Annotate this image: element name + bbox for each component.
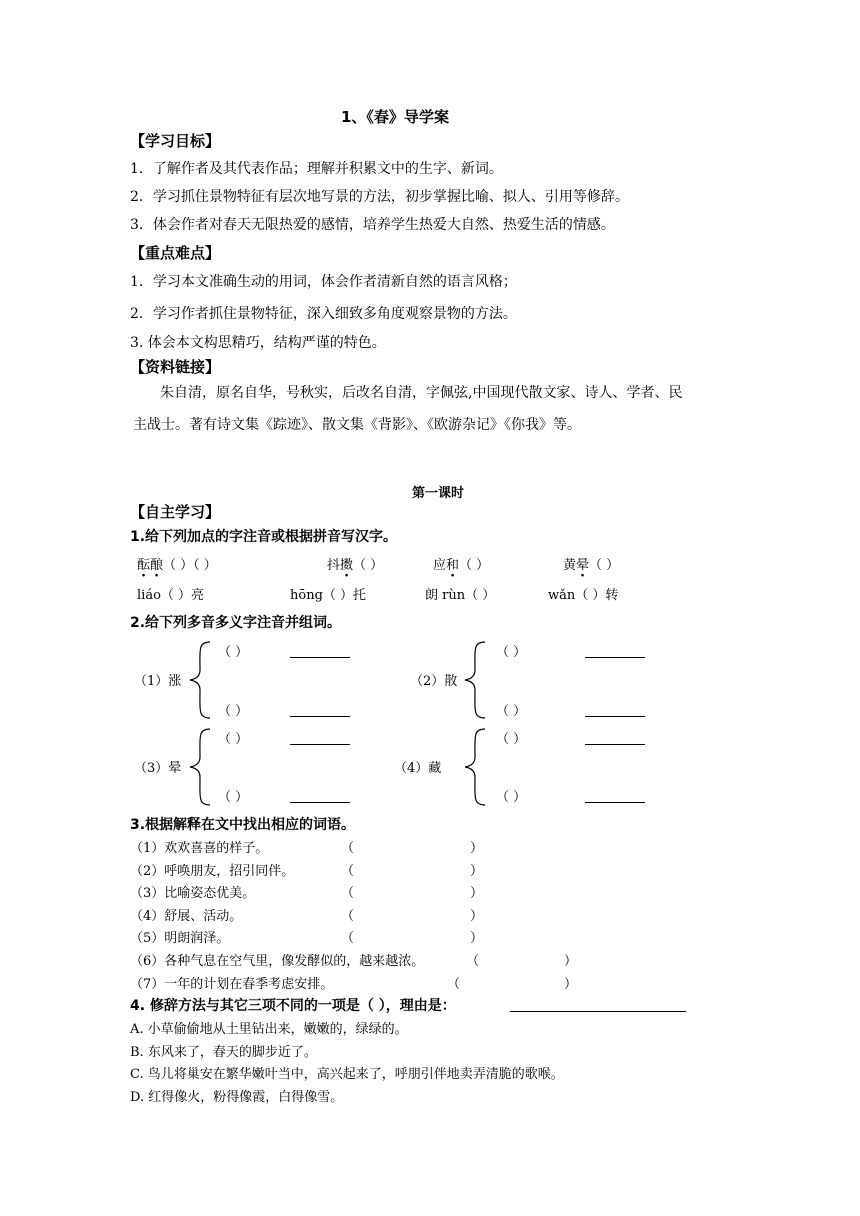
pinyin-blank: （ ） [218,704,249,719]
pinyin-word: 应和（ ） [433,558,490,573]
polyphone-char: （1）涨 [134,674,182,689]
pinyin-blank: （ ） [218,645,249,660]
pinyin-word: hōng（ ）托 [290,588,367,603]
answer-paren-close: ） [470,864,484,879]
answer-paren-open: （ [466,954,480,969]
definition-item: （2）呼唤朋友，招引同伴。 [130,864,295,879]
answer-blank [290,728,350,745]
answer-blank [585,641,645,658]
polyphone-char: （2）散 [410,674,458,689]
brace-icon [463,640,487,720]
page-title: 1、《春》导学案 [341,108,449,126]
definition-item: （1）欢欢喜喜的样子。 [130,841,269,856]
pinyin-blank: （ ） [218,790,249,805]
question-1-title: 1.给下列加点的字注音或根据拼音写汉字。 [130,529,398,545]
keypoint-item: 2．学习作者抓住景物特征，深入细致多角度观察景物的方法。 [130,306,517,322]
pinyin-word: 朗 rùn（ ） [425,588,496,603]
pinyin-word: 抖擞（ ） [327,558,384,573]
answer-blank [510,995,686,1012]
option-d: D. 红得像火，粉得像霞，白得像雪。 [130,1090,344,1105]
resources-text: 朱自清，原名自华，号秋实，后改名自清，字佩弦,中国现代散文家、诗人、学者、民 [160,385,683,401]
answer-blank [290,786,350,803]
self-study-header: 【自主学习】 [130,503,221,521]
definition-item: （6）各种气息在空气里，像发酵似的，越来越浓。 [130,954,425,969]
answer-paren-open: （ [341,931,355,946]
keypoint-item: 1．学习本文准确生动的用词，体会作者清新自然的语言风格； [130,274,517,290]
answer-paren-open: （ [341,909,355,924]
answer-paren-close: ） [564,954,578,969]
pinyin-blank: （ ） [496,704,527,719]
definition-item: （3）比喻姿态优美。 [130,886,256,901]
polyphone-char: （4）藏 [394,761,442,776]
answer-paren-close: ） [564,977,578,992]
answer-paren-close: ） [470,886,484,901]
answer-paren-open: （ [341,886,355,901]
pinyin-word: 黄晕（ ） [563,558,620,573]
question-4-title: 4. 修辞方法与其它三项不同的一项是（ ），理由是： [130,998,456,1014]
definition-item: （4）舒展、活动。 [130,909,243,924]
answer-paren-close: ） [470,909,484,924]
polyphone-char: （3）晕 [134,761,182,776]
option-b: B. 东风来了，春天的脚步近了。 [130,1045,317,1060]
pinyin-blank: （ ） [496,732,527,747]
pinyin-blank: （ ） [496,645,527,660]
dotted-char: 酿 [150,558,164,573]
answer-blank [585,786,645,803]
question-3-title: 3.根据解释在文中找出相应的词语。 [130,817,356,833]
brace-icon [188,727,212,807]
answer-paren-close: ） [470,841,484,856]
answer-blank [585,700,645,717]
resources-header: 【资料链接】 [130,358,221,376]
lesson-title: 第一课时 [412,486,465,501]
answer-paren-close: ） [470,931,484,946]
resources-text: 主战士。著有诗文集《踪迹》、散文集《背影》、《欧游杂记》《你我》等。 [133,417,581,433]
pinyin-word: wǎn（ ）转 [548,588,619,603]
answer-paren-open: （ [341,841,355,856]
pinyin-blank: （ ） [496,790,527,805]
answer-paren-open: （ [341,864,355,879]
answer-blank [290,700,350,717]
pinyin-blank: （ ） [218,732,249,747]
goal-item: 3．体会作者对春天无限热爱的感情，培养学生热爱大自然、热爱生活的情感。 [130,217,615,233]
answer-blank [290,641,350,658]
keypoints-header: 【重点难点】 [130,244,221,262]
dotted-char: 和 [446,558,460,573]
brace-icon [188,640,212,720]
brace-icon [463,727,487,807]
dotted-char: 酝 [137,558,151,573]
answer-paren-open: （ [447,977,461,992]
keypoint-item: 3. 体会本文构思精巧，结构严谨的特色。 [130,335,386,351]
pinyin-word: liáo（ ）亮 [137,588,205,603]
question-2-title: 2.给下列多音多义字注音并组词。 [130,615,342,631]
goal-item: 1．了解作者及其代表作品；理解并积累文中的生字、新词。 [130,161,503,177]
pinyin-row-1: 酝酿（ ）（ ） [137,558,217,573]
definition-item: （5）明朗润泽。 [130,931,230,946]
definition-item: （7）一年的计划在春季考虑安排。 [130,977,334,992]
answer-blank [585,728,645,745]
option-a: A. 小草偷偷地从土里钻出来，嫩嫩的，绿绿的。 [130,1022,408,1037]
dotted-char: 擞 [340,558,354,573]
goal-item: 2．学习抓住景物特征有层次地写景的方法，初步掌握比喻、拟人、引用等修辞。 [130,189,629,205]
dotted-char: 晕 [576,558,590,573]
goals-header: 【学习目标】 [130,132,221,150]
option-c: C. 鸟儿将巢安在繁华嫩叶当中，高兴起来了，呼朋引伴地卖弄清脆的歌喉。 [130,1067,564,1082]
